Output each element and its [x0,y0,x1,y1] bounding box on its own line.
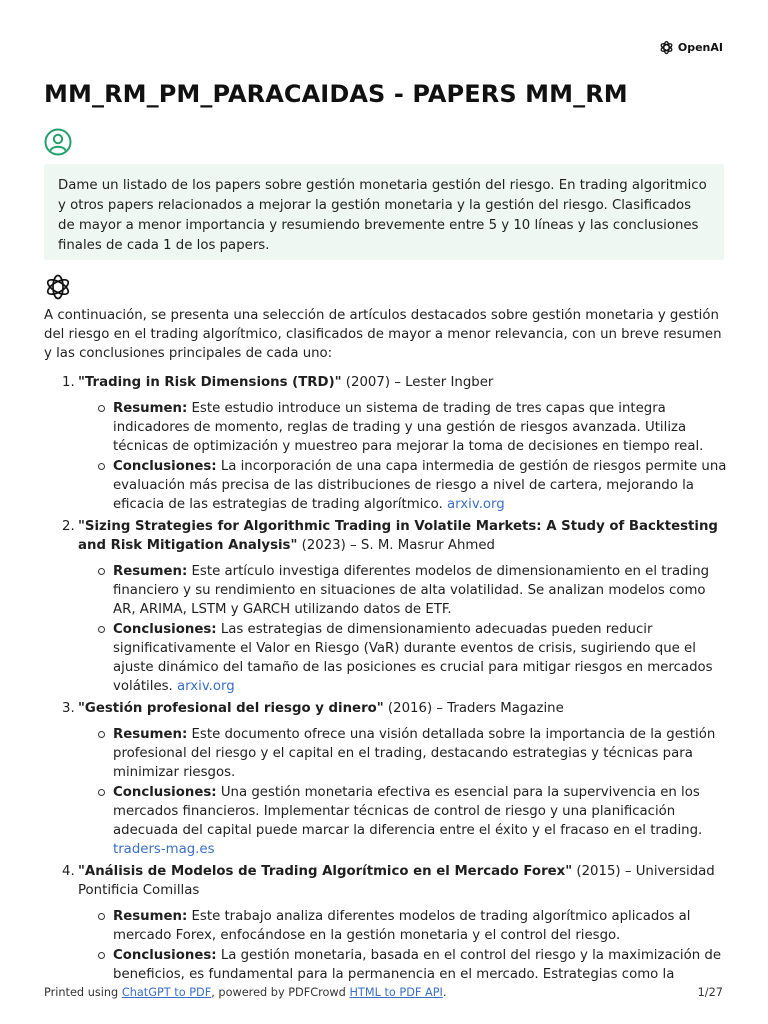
footer-period: . [442,986,447,999]
brand-logo [659,40,723,55]
conclusions-text: La incorporación de una capa intermedia de gestión de riesgos permite una evaluación más precisa de las distribuciones de riesgo a nivel de cartera, mejorando la eficacia de las estrategias de trading algorítmico. [113,459,727,512]
paper-details [78,562,728,696]
user-message: Dame un listado de los papers sobre gestión monetaria gestión del riesgo. En trading algoritmico y otros papers relacionados a mejorar la gestión monetaria y la gestión del riesgo. Clasificados de mayor a menor importancia y resumiendo brevemente entre 5 y 10 líneas y las conclusiones finales de cada 1 de los papers. [44,164,724,260]
footer-credits [44,986,446,999]
paper-title: "Análisis de Modelos de Trading Algorítmico en el Mercado Forex" [78,864,573,879]
bullet-icon [98,405,105,412]
assistant-message [44,306,728,987]
conclusions-item [78,457,728,514]
conclusions-label: Conclusiones: [113,622,217,637]
papers-list [44,373,728,984]
footer-printed-text: Printed using [44,986,122,999]
conclusions-item [78,620,728,696]
chatgpt-to-pdf-link[interactable]: ChatGPT to PDF [121,986,212,999]
conclusions-label: Conclusiones: [113,948,217,963]
bullet-icon [98,463,105,470]
list-item [44,373,728,514]
summary-text: Este trabajo analiza diferentes modelos de trading algorítmico aplicados al mercado Forex, enfocándose en la gestión monetaria y el control del riesgo. [113,909,691,943]
paper-details [78,907,728,984]
user-avatar-icon [44,128,72,156]
paper-details [78,725,728,859]
source-link[interactable]: traders-mag.es [113,842,215,857]
paper-meta: (2007) – Lester Ingber [341,375,494,390]
openai-icon [659,40,674,55]
conclusions-text: Una gestión monetaria efectiva es esencial para la supervivencia en los mercados financieros. Implementar técnicas de control de riesgo y una planificación adecuada del capital puede marcar la diferencia entre el éxito y el fracaso en el trading. [113,785,703,838]
conclusions-text: La gestión monetaria, basada en el control del riesgo y la maximización de beneficios, es fundamental para la permanencia en el mercado. Estrategias como la [113,948,722,982]
bullet-icon [98,789,105,796]
bullet-icon [98,913,105,920]
list-item [44,699,728,859]
paper-meta: (2015) – Universidad Pontificia Comillas [78,864,715,898]
item-number: 2. [62,519,75,534]
summary-label: Resumen: [113,401,188,416]
item-number: 1. [62,375,75,390]
summary-text: Este estudio introduce un sistema de trading de tres capas que integra indicadores de momento, reglas de trading y una gestión de riesgos avanzada. Utiliza técnicas de optimización y muestreo para mejorar la toma de decisiones en tiempo real. [113,401,704,454]
chatgpt-icon [44,273,72,301]
conclusions-text: Las estrategias de dimensionamiento adecuadas pueden reducir significativamente el Valor en Riesgo (VaR) durante eventos de crisis, sugiriendo que el ajuste dinámico del tamaño de las posiciones es crucial para mitigar riesgos en mercados volátiles. [113,622,713,694]
summary-item [78,399,728,456]
paper-meta: (2016) – Traders Magazine [383,701,564,716]
conclusions-label: Conclusiones: [113,459,217,474]
summary-text: Este documento ofrece una visión detallada sobre la importancia de la gestión profesional del riesgo y el capital en el trading, destacando estrategias y técnicas para minimizar riesgos. [113,727,716,780]
summary-item [78,725,728,782]
paper-meta: (2023) – S. M. Masrur Ahmed [297,538,495,553]
paper-title: "Sizing Strategies for Algorithmic Trading in Volatile Markets: A Study of Backtesting and Risk Mitigation Analysis" [78,519,718,553]
html-to-pdf-link[interactable]: HTML to PDF API [349,986,443,999]
conclusions-label: Conclusiones: [113,785,217,800]
paper-details [78,399,728,514]
item-number: 4. [62,864,75,879]
conclusions-item [78,783,728,859]
summary-text: Este artículo investiga diferentes modelos de dimensionamiento en el trading financiero y su rendimiento en situaciones de alta volatilidad. Se analizan modelos como AR, ARIMA, LSTM y GARCH utilizando datos de ETF. [113,564,710,617]
summary-label: Resumen: [113,727,188,742]
bullet-icon [98,568,105,575]
bullet-icon [98,731,105,738]
page-title: MM_RM_PM_PARACAIDAS - PAPERS MM_RM [44,80,628,108]
bullet-icon [98,626,105,633]
conclusions-item [78,946,728,984]
list-item [44,517,728,696]
summary-label: Resumen: [113,564,188,579]
summary-item [78,562,728,619]
paper-title: "Gestión profesional del riesgo y dinero" [78,701,384,716]
page-footer [44,986,723,999]
summary-item [78,907,728,945]
list-item [44,862,728,984]
intro-paragraph: A continuación, se presenta una selección de artículos destacados sobre gestión monetaria y gestión del riesgo en el trading algorítmico, clasificados de mayor a menor relevancia, con un breve resumen y las conclusiones principales de cada uno: [44,308,722,361]
source-link[interactable]: arxiv.org [177,679,235,694]
brand-name: OpenAI [677,41,723,54]
bullet-icon [98,952,105,959]
source-link[interactable]: arxiv.org [447,497,505,512]
item-number: 3. [62,701,75,716]
summary-label: Resumen: [113,909,188,924]
paper-title: "Trading in Risk Dimensions (TRD)" [78,375,342,390]
footer-powered-text: , powered by PDFCrowd [211,986,350,999]
page-number: 1/27 [697,986,723,999]
